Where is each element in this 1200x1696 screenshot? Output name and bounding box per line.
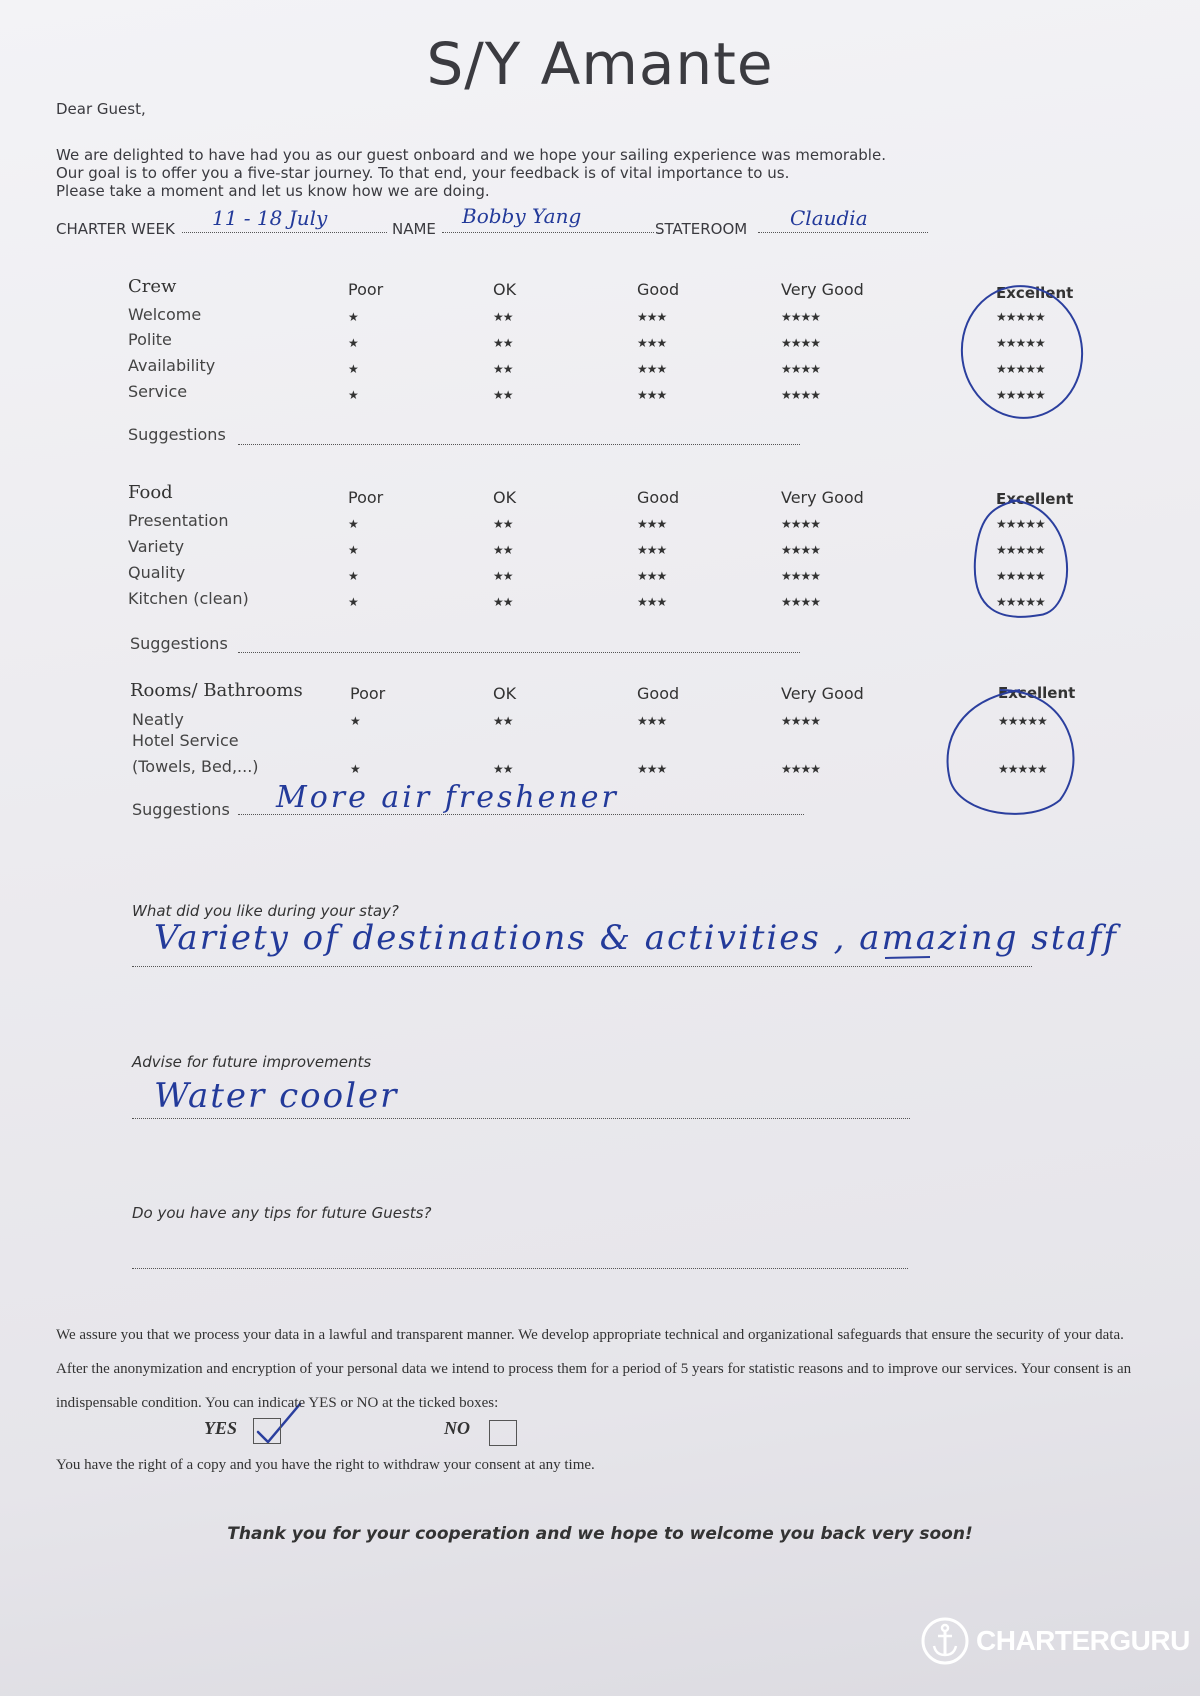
rating-star-ok[interactable]: ★★ [493, 543, 513, 557]
rating-star-ok[interactable]: ★★ [493, 310, 513, 324]
rating-star-very-good[interactable]: ★★★★ [781, 569, 821, 583]
row-label: Hotel Service [132, 731, 239, 750]
rating-star-ok[interactable]: ★★ [493, 388, 513, 402]
rating-star-poor[interactable]: ★ [348, 388, 358, 402]
rights-notice: You have the right of a copy and you have the right to withdraw your consent at any time. [56, 1457, 595, 1473]
rooms-section-title: Rooms/ Bathrooms [130, 680, 303, 701]
rating-star-ok[interactable]: ★★ [493, 336, 513, 350]
suggestions-label: Suggestions [130, 634, 228, 653]
rating-star-very-good[interactable]: ★★★★ [781, 714, 821, 728]
col-good: Good [637, 280, 680, 299]
col-very-good: Very Good [781, 684, 864, 703]
rating-star-poor[interactable]: ★ [350, 762, 360, 776]
rating-star-very-good[interactable]: ★★★★ [781, 517, 821, 531]
col-ok: OK [493, 280, 517, 299]
rating-star-very-good[interactable]: ★★★★ [781, 388, 821, 402]
row-label: Service [128, 382, 188, 401]
rating-star-ok[interactable]: ★★ [493, 714, 513, 728]
col-very-good: Very Good [781, 280, 864, 299]
excellent-circle-rooms [948, 690, 1074, 814]
rating-star-poor[interactable]: ★ [348, 362, 358, 376]
question-label: What did you like during your stay? [132, 902, 399, 920]
row-label: Presentation [128, 511, 229, 530]
rating-star-good[interactable]: ★★★ [637, 543, 667, 557]
no-checkbox[interactable] [489, 1420, 517, 1446]
col-excellent: Excellent [996, 490, 1074, 508]
col-poor: Poor [348, 280, 384, 299]
rating-star-good[interactable]: ★★★ [637, 517, 667, 531]
row-label: Quality [128, 563, 186, 582]
rating-star-excellent[interactable]: ★★★★★ [996, 336, 1045, 350]
greeting: Dear Guest, [56, 100, 146, 118]
anchor-icon [920, 1616, 970, 1666]
rating-star-good[interactable]: ★★★ [637, 595, 667, 609]
rating-star-excellent[interactable]: ★★★★★ [996, 310, 1045, 324]
rooms-suggestions-field[interactable]: More air freshener [276, 780, 619, 815]
stateroom-label: STATEROOM [655, 220, 748, 238]
row-label: Availability [128, 356, 216, 375]
col-good: Good [637, 488, 680, 507]
col-good: Good [637, 684, 680, 703]
rating-star-poor[interactable]: ★ [348, 569, 358, 583]
col-excellent: Excellent [996, 284, 1074, 302]
rating-star-excellent[interactable]: ★★★★★ [996, 543, 1045, 557]
col-poor: Poor [348, 488, 384, 507]
rating-star-poor[interactable]: ★ [348, 310, 358, 324]
col-excellent: Excellent [998, 684, 1076, 702]
rating-star-excellent[interactable]: ★★★★★ [996, 595, 1045, 609]
col-very-good: Very Good [781, 488, 864, 507]
rating-star-very-good[interactable]: ★★★★ [781, 595, 821, 609]
rating-star-very-good[interactable]: ★★★★ [781, 543, 821, 557]
rating-star-excellent[interactable]: ★★★★★ [996, 388, 1045, 402]
col-ok: OK [493, 488, 517, 507]
rating-star-ok[interactable]: ★★ [493, 762, 513, 776]
rating-star-ok[interactable]: ★★ [493, 517, 513, 531]
row-label: Neatly [132, 710, 184, 729]
charter-week-label: CHARTER WEEK [56, 220, 175, 238]
intro-line: Please take a moment and let us know how we are doing. [56, 182, 490, 200]
rating-star-good[interactable]: ★★★ [637, 569, 667, 583]
row-label: Welcome [128, 305, 202, 324]
yes-checkbox[interactable] [253, 1418, 281, 1444]
answer-line [132, 1118, 910, 1119]
rating-star-good[interactable]: ★★★ [637, 362, 667, 376]
rating-star-excellent[interactable]: ★★★★★ [998, 762, 1047, 776]
rating-star-good[interactable]: ★★★ [637, 762, 667, 776]
excellent-circle-crew [953, 278, 1090, 425]
name-field[interactable]: Bobby Yang [462, 204, 582, 228]
rating-star-very-good[interactable]: ★★★★ [781, 362, 821, 376]
question-label: Do you have any tips for future Guests? [132, 1204, 432, 1222]
thank-you-message: Thank you for your cooperation and we hope to welcome you back very soon! [227, 1524, 973, 1544]
rating-star-very-good[interactable]: ★★★★ [781, 336, 821, 350]
row-label: Kitchen (clean) [128, 589, 249, 608]
rating-star-poor[interactable]: ★ [348, 543, 358, 557]
rating-star-excellent[interactable]: ★★★★★ [996, 362, 1045, 376]
rating-star-ok[interactable]: ★★ [493, 595, 513, 609]
liked-answer-field[interactable]: Variety of destinations & activities , amazing staff [154, 918, 1118, 958]
charterguru-watermark [920, 1616, 1190, 1666]
crew-section-title: Crew [128, 276, 177, 297]
rating-star-ok[interactable]: ★★ [493, 569, 513, 583]
row-label: Variety [128, 537, 185, 556]
col-poor: Poor [350, 684, 386, 703]
rating-star-poor[interactable]: ★ [348, 336, 358, 350]
charter-week-field[interactable]: 11 - 18 July [212, 206, 328, 230]
page-title: S/Y Amante [426, 30, 774, 98]
rating-star-good[interactable]: ★★★ [637, 336, 667, 350]
excellent-circle-food [975, 500, 1067, 617]
rating-star-poor[interactable]: ★ [348, 595, 358, 609]
rating-star-excellent[interactable]: ★★★★★ [996, 569, 1045, 583]
food-section-title: Food [128, 482, 173, 503]
rating-star-good[interactable]: ★★★ [637, 714, 667, 728]
suggestions-label: Suggestions [132, 800, 230, 819]
col-ok: OK [493, 684, 517, 703]
answer-line [132, 966, 1032, 967]
row-label: (Towels, Bed,...) [132, 757, 259, 776]
watermark-text: CHARTERGURU [976, 1625, 1190, 1656]
answer-line [132, 1268, 908, 1269]
intro-line: Our goal is to offer you a five-star journey. To that end, your feedback is of vital importance to us. [56, 164, 790, 182]
row-label: Polite [128, 330, 172, 349]
suggestions-label: Suggestions [128, 425, 226, 444]
question-label: Advise for future improvements [132, 1053, 372, 1071]
no-label: NO [444, 1418, 470, 1438]
improvements-answer-field[interactable]: Water cooler [154, 1076, 399, 1116]
rating-star-poor[interactable]: ★ [348, 517, 358, 531]
rating-star-very-good[interactable]: ★★★★ [781, 310, 821, 324]
intro-line: We are delighted to have had you as our guest onboard and we hope your sailing experience was memorable. [56, 146, 886, 164]
stateroom-field[interactable]: Claudia [790, 206, 868, 230]
name-label: NAME [392, 220, 436, 238]
rating-star-excellent[interactable]: ★★★★★ [996, 517, 1045, 531]
rating-star-ok[interactable]: ★★ [493, 362, 513, 376]
rating-star-very-good[interactable]: ★★★★ [781, 762, 821, 776]
yes-label: YES [204, 1418, 238, 1438]
rating-star-excellent[interactable]: ★★★★★ [998, 714, 1047, 728]
rating-star-good[interactable]: ★★★ [637, 310, 667, 324]
rating-star-good[interactable]: ★★★ [637, 388, 667, 402]
rating-star-poor[interactable]: ★ [350, 714, 360, 728]
privacy-notice: We assure you that we process your data in a lawful and transparent manner. We develop appropriate technical and organizational safeguards that ensure the security of your data. After the anonymization and encryption of your personal data we intend to process them for a period of 5 years for statistic reasons and to improve our services. Your consent is an indispensable condition. You can indicate YES or NO at the ticked boxes: [56, 1327, 1132, 1411]
